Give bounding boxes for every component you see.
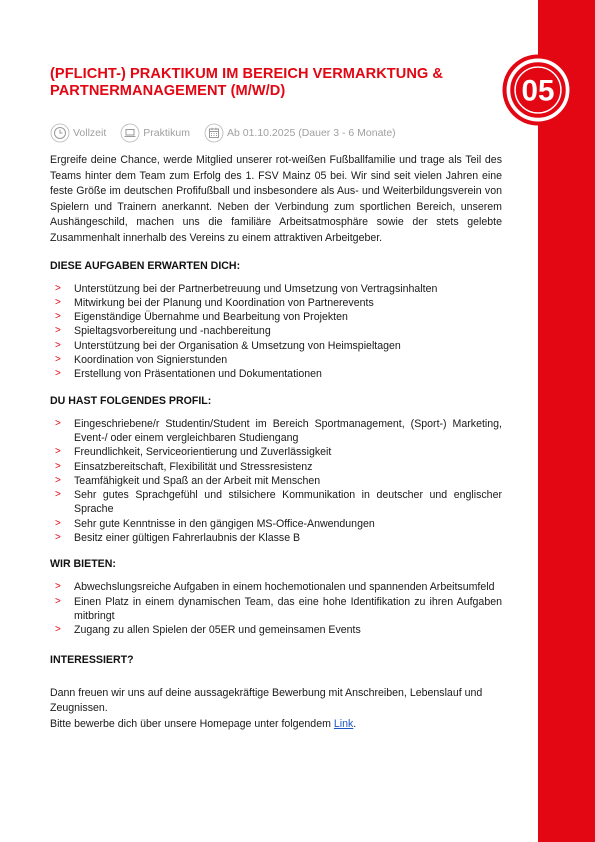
bullet-marker: > xyxy=(55,296,61,308)
list-item xyxy=(50,324,502,338)
bullet-marker: > xyxy=(55,532,61,544)
closing-paragraph-2 xyxy=(50,717,502,733)
calendar-icon xyxy=(204,123,224,143)
list-item xyxy=(50,296,502,310)
section-heading: DU HAST FOLGENDES PROFIL: xyxy=(50,394,212,407)
bullet-marker: > xyxy=(55,474,61,486)
list-item-text: Abwechslungsreiche Aufgaben in einem hochemotionalen und spannenden Arbeitsumfeld xyxy=(74,581,495,594)
sections xyxy=(50,260,502,638)
logo-text: 05 xyxy=(521,74,555,108)
mainz-05-logo xyxy=(501,53,575,127)
bullet-marker: > xyxy=(55,460,61,472)
list-item-text: Freundlichkeit, Serviceorientierung und Zuverlässigkeit xyxy=(74,446,332,459)
bullet-marker: > xyxy=(55,325,61,337)
list-item-text: Teamfähigkeit und Spaß an der Arbeit mit Menschen xyxy=(74,474,321,487)
list-item xyxy=(50,623,502,637)
start-date-label: Ab 01.10.2025 (Dauer 3 - 6 Monate) xyxy=(226,127,396,139)
bullet-marker: > xyxy=(55,311,61,323)
bullet-marker: > xyxy=(55,282,61,294)
list-item xyxy=(50,339,502,353)
list-item xyxy=(50,580,502,594)
meta-start-date xyxy=(204,123,396,143)
section-heading-interested: INTERESSIERT? xyxy=(50,653,134,666)
bullet-marker: > xyxy=(55,339,61,351)
bullet-list xyxy=(50,417,502,546)
bullet-marker: > xyxy=(55,624,61,636)
bullet-marker: > xyxy=(55,489,61,501)
list-item-text: Koordination von Signierstunden xyxy=(74,354,228,367)
list-item xyxy=(50,367,502,381)
meta-employment-type xyxy=(50,123,106,143)
laptop-icon xyxy=(120,123,140,143)
list-item xyxy=(50,517,502,531)
list-item xyxy=(50,531,502,545)
bullet-marker: > xyxy=(55,517,61,529)
list-item-text: Unterstützung bei der Organisation & Umsetzung von Heimspieltagen xyxy=(74,339,401,352)
list-item xyxy=(50,353,502,367)
closing-paragraph-1: Dann freuen wir uns auf deine aussagekräftige Bewerbung mit Anschreiben, Lebenslauf und Zeugnissen. xyxy=(50,686,483,715)
employment-type-label: Vollzeit xyxy=(73,127,107,139)
closing-text xyxy=(50,686,502,733)
intro-text: Ergreife deine Chance, werde Mitglied unserer rot-weißen Fußballfamilie und trage als Teil des Teams hinter dem Team zum Erfolg des 1. FSV Mainz 05 bei. Wir sind seit vielen Jahren eine feste Größe im deutschen Profifußball und insbesondere als Aus- und Weiterbildungsverein von Spielern und Trainern anerkannt. Neben der Verbindung zum sportlichen Bereich, unserem Aushängeschild, machen uns die familiäre Arbeitsatmosphäre sowie der stets gelebte Zusammenhalt innerhalb des Vereins zu einem attraktiven Arbeitgeber. xyxy=(50,154,502,244)
list-item xyxy=(50,474,502,488)
list-item-text: Sehr gute Kenntnisse in den gängigen MS-Office-Anwendungen xyxy=(74,517,375,530)
list-item-text: Eigenständige Übernahme und Bearbeitung von Projekten xyxy=(74,311,348,324)
list-item-text: Sehr gutes Sprachgefühl und stilsichere Kommunikation in deutscher und englischer Sprache xyxy=(74,489,502,516)
application-link[interactable]: Link xyxy=(333,717,354,730)
bullet-list xyxy=(50,282,502,382)
clock-icon xyxy=(50,123,70,143)
bullet-marker: > xyxy=(55,354,61,366)
closing-paragraph-2-text: Bitte bewerbe dich über unsere Homepage unter folgendem xyxy=(50,717,334,730)
section-heading: WIR BIETEN: xyxy=(50,558,116,571)
bullet-marker: > xyxy=(55,368,61,380)
list-item-text: Einen Platz in einem dynamischen Team, das eine hohe Identifikation zu ihren Aufgaben mitbringt xyxy=(74,595,502,622)
meta-position-type xyxy=(120,123,190,143)
job-posting xyxy=(50,66,502,732)
list-item xyxy=(50,460,502,474)
meta-row xyxy=(50,122,502,144)
list-item xyxy=(50,595,502,624)
list-item xyxy=(50,445,502,459)
list-item-text: Erstellung von Präsentationen und Dokumentationen xyxy=(74,368,322,381)
list-item xyxy=(50,417,502,446)
closing-period: . xyxy=(353,717,357,730)
list-item-text: Einsatzbereitschaft, Flexibilität und Stressresistenz xyxy=(74,460,313,473)
bullet-marker: > xyxy=(55,595,61,607)
section-heading: DIESE AUFGABEN ERWARTEN DICH: xyxy=(50,259,241,272)
bullet-marker: > xyxy=(55,581,61,593)
list-item-text: Besitz einer gültigen Fahrerlaubnis der Klasse B xyxy=(74,532,301,545)
list-item xyxy=(50,282,502,296)
bullet-marker: > xyxy=(55,446,61,458)
list-item-text: Spieltagsvorbereitung und -nachbereitung xyxy=(74,325,271,338)
bullet-marker: > xyxy=(55,417,61,429)
position-type-label: Praktikum xyxy=(143,127,190,139)
list-item xyxy=(50,488,502,517)
list-item-text: Mitwirkung bei der Planung und Koordination von Partnerevents xyxy=(74,296,374,309)
list-item-text: Eingeschriebene/r Studentin/Student im Bereich Sportmanagement, (Sport-) Marketing, Event-/ oder einem vergleichbaren Studiengang xyxy=(74,417,502,444)
bullet-list xyxy=(50,580,502,637)
list-item-text: Unterstützung bei der Partnerbetreuung und Umsetzung von Vertragsinhalten xyxy=(74,282,438,295)
list-item-text: Zugang zu allen Spielen der 05ER und gemeinsamen Events xyxy=(74,624,361,637)
list-item xyxy=(50,310,502,324)
page-title: (PFLICHT-) PRAKTIKUM IM BEREICH VERMARKTUNG & PARTNERMANAGEMENT (M/W/D) xyxy=(50,66,444,99)
